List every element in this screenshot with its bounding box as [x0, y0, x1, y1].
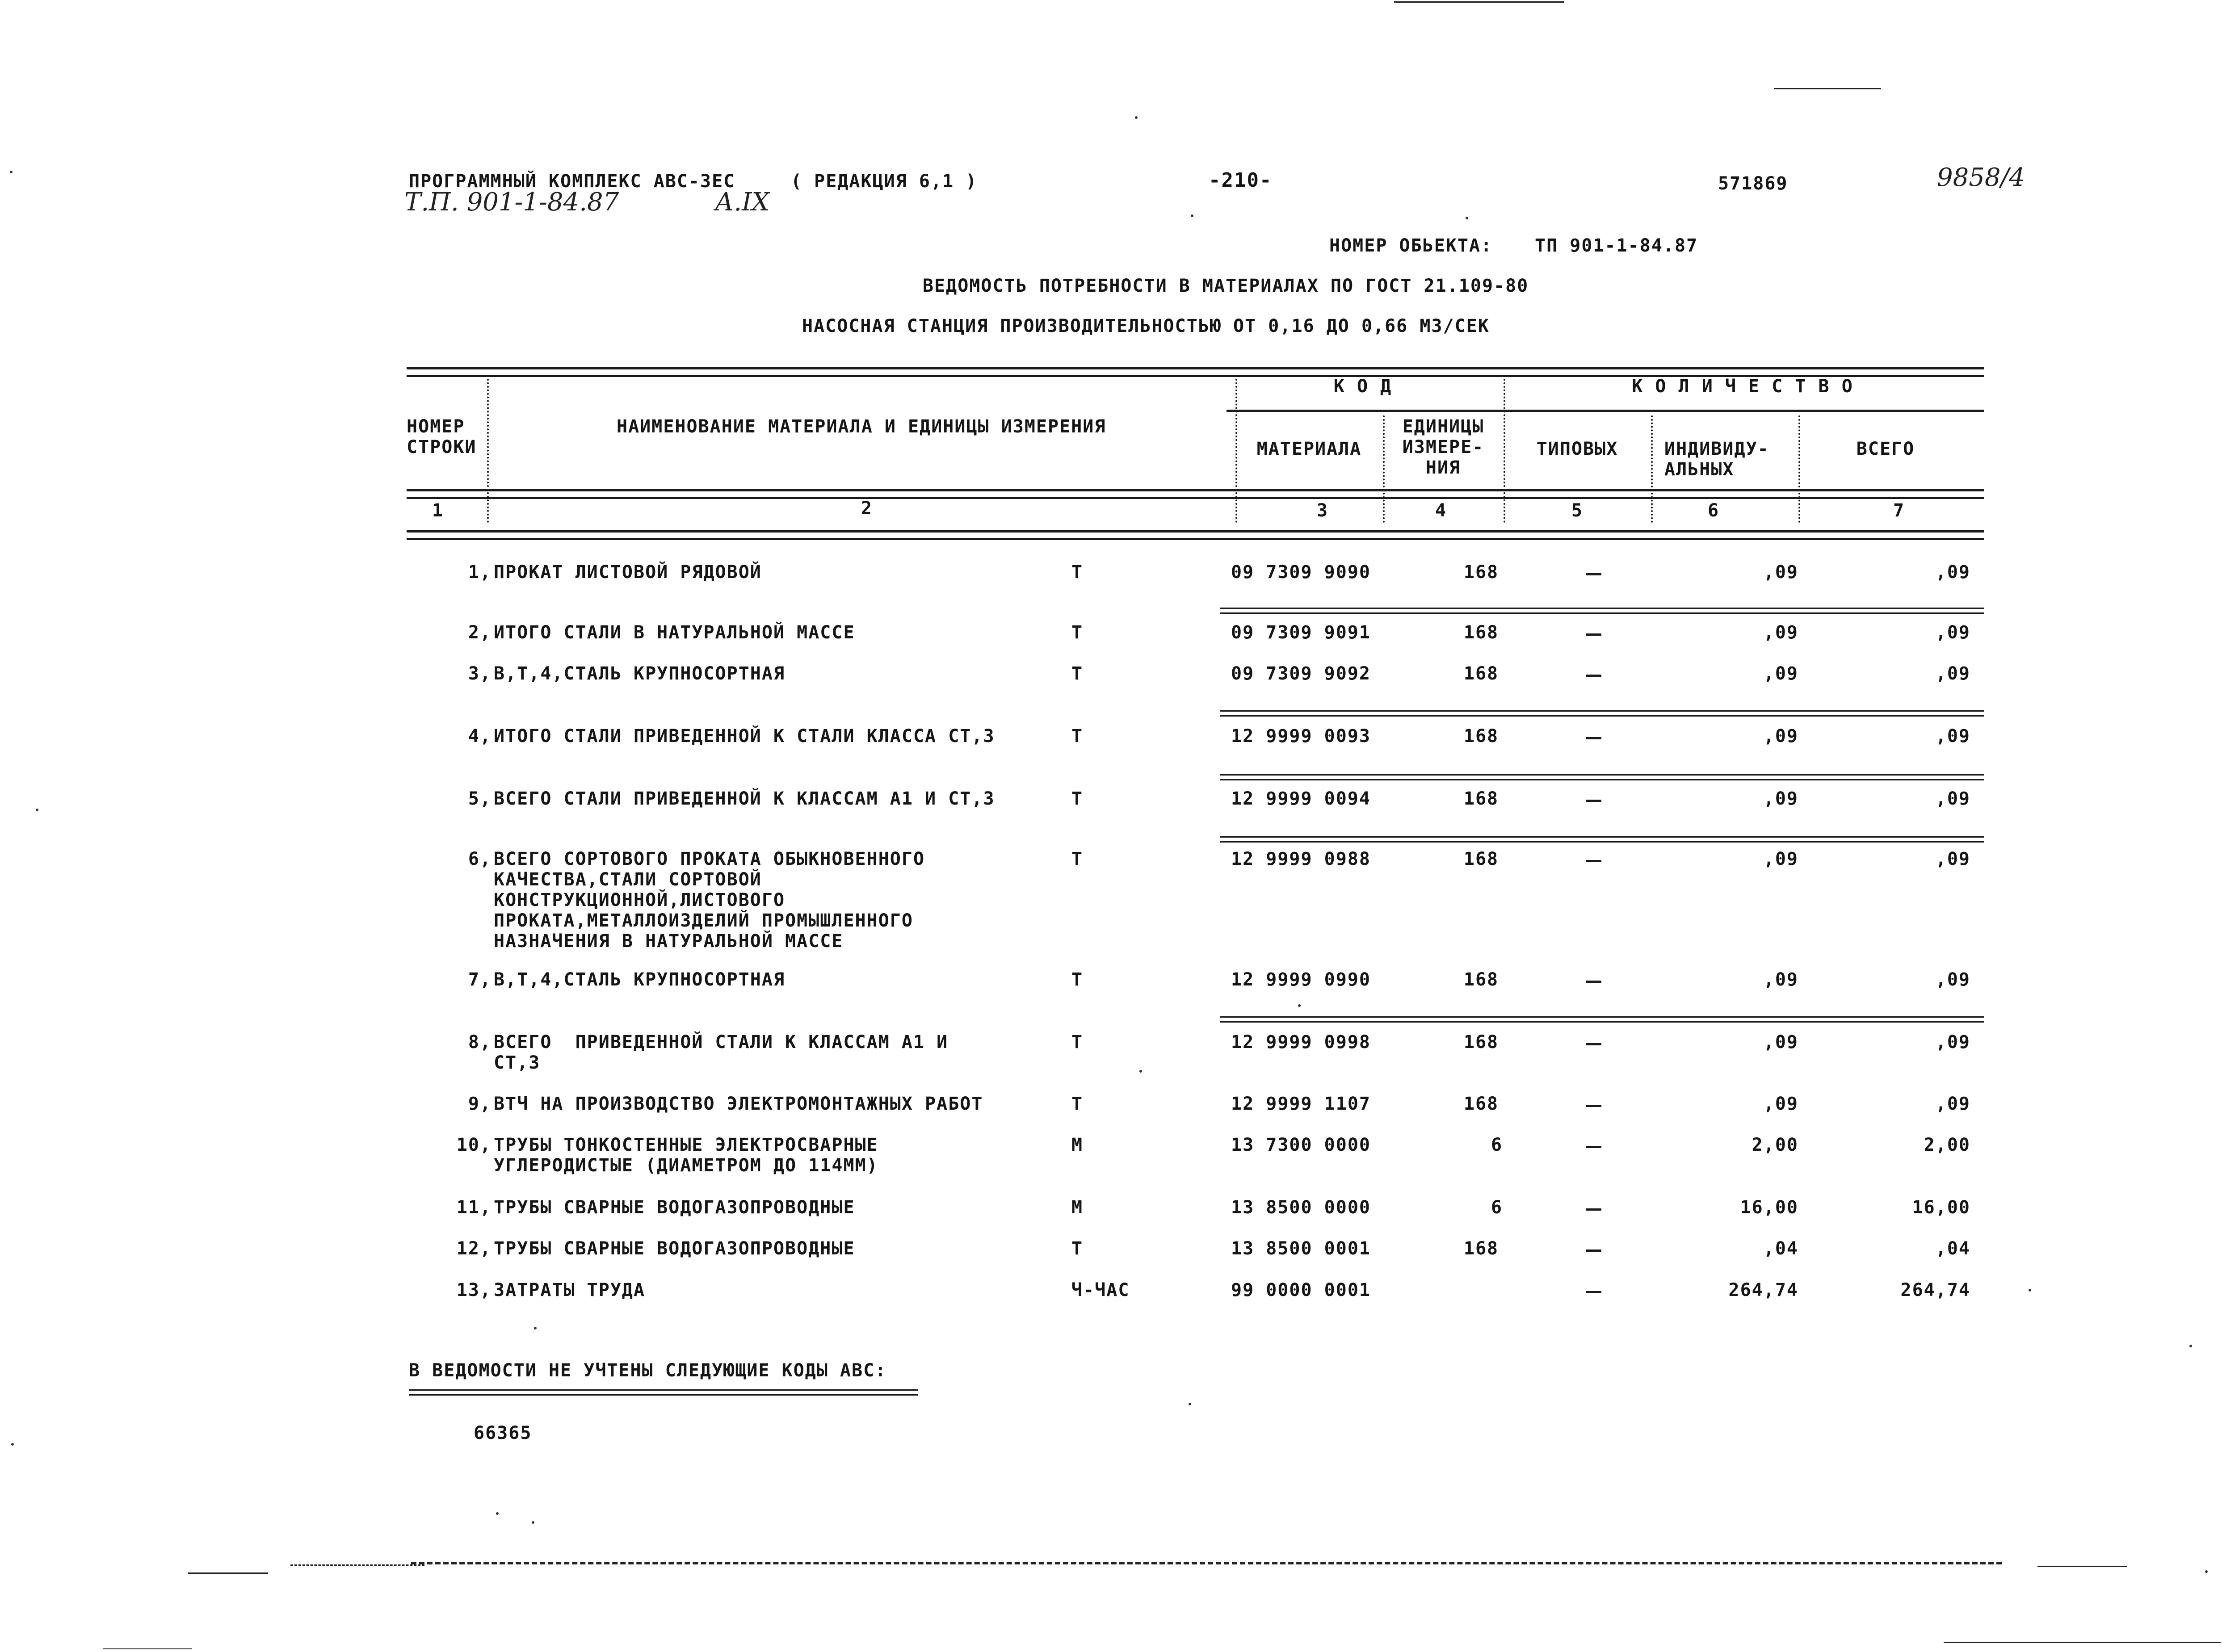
material-name: ВТЧ НА ПРОИЗВОДСТВО ЭЛЕКТРОМОНТАЖНЫХ РАБОТ — [494, 1094, 983, 1114]
individual-qty: ,09 — [1763, 1032, 1798, 1052]
material-name: В,Т,4,СТАЛЬ КРУПНОСОРТНАЯ — [494, 663, 785, 684]
row-number: 5, — [468, 788, 491, 809]
row-number: 6, — [468, 849, 491, 869]
unit-code: 168 — [1463, 788, 1499, 809]
material-name: ПРОКАТ ЛИСТОВОЙ РЯДОВОЙ — [494, 562, 762, 583]
unit-of-measure: Т — [1071, 788, 1084, 809]
row-number: 3, — [468, 663, 491, 684]
material-code: 13 7300 0000 — [1231, 1135, 1371, 1155]
scan-margin-line — [103, 1648, 192, 1649]
scan-margin-line — [1774, 88, 1881, 89]
total-qty: ,04 — [1935, 1238, 1970, 1259]
group-separator — [1220, 774, 1984, 780]
material-name: ЗАТРАТЫ ТРУДА — [494, 1280, 646, 1300]
material-code: 12 9999 1107 — [1231, 1094, 1371, 1114]
material-name: ИТОГО СТАЛИ В НАТУРАЛЬНОЙ МАССЕ — [494, 622, 855, 643]
scan-speck — [532, 1521, 534, 1524]
scan-speck — [2205, 1570, 2208, 1573]
document-code: 571869 — [1718, 173, 1788, 194]
header-code-group: К О Д — [1333, 376, 1392, 397]
group-separator — [1220, 608, 1984, 614]
material-name: ТРУБЫ СВАРНЫЕ ВОДОГАЗОПРОВОДНЫЕ — [494, 1197, 855, 1218]
material-name: ВСЕГО СОРТОВОГО ПРОКАТА ОБЫКНОВЕННОГО КАЧЕСТВА,СТАЛИ СОРТОВОЙ КОНСТРУКЦИОННОЙ,ЛИСТОВОГО ПРОКАТА,МЕТАЛЛОИЗДЕЛИЙ ПРОМЫШЛЕННОГО НАЗНАЧЕНИЯ В НАТУРАЛЬНОЙ МАССЕ — [494, 849, 925, 952]
unit-code: 168 — [1463, 1238, 1499, 1259]
material-code: 12 9999 0990 — [1231, 969, 1371, 990]
row-number: 1, — [468, 562, 491, 583]
unit-code: 6 — [1491, 1135, 1503, 1155]
typical-empty-dash — [1586, 1208, 1601, 1211]
unit-of-measure: Т — [1071, 1238, 1084, 1259]
material-code: 09 7309 9091 — [1231, 622, 1371, 643]
scan-speck — [1189, 1403, 1191, 1405]
individual-qty: ,09 — [1763, 788, 1798, 809]
unit-of-measure: М — [1071, 1135, 1084, 1155]
row-number: 2, — [468, 622, 491, 643]
unit-of-measure: М — [1071, 1197, 1084, 1218]
group-separator — [1220, 836, 1984, 843]
col-number: 6 — [1707, 500, 1720, 521]
unit-of-measure: Т — [1071, 969, 1084, 990]
header-material: МАТЕРИАЛА — [1256, 439, 1362, 459]
typical-empty-dash — [1586, 860, 1601, 862]
unit-of-measure: Ч-ЧАС — [1071, 1280, 1130, 1300]
scan-speck — [2029, 1289, 2031, 1291]
page-number: -210- — [1209, 169, 1273, 192]
row-number: 11, — [456, 1197, 491, 1218]
handwritten-project-ref: Т.П. 901-1-84.87 — [404, 188, 619, 217]
material-name: ТРУБЫ СВАРНЫЕ ВОДОГАЗОПРОВОДНЫЕ — [494, 1238, 855, 1259]
row-number: 13, — [456, 1280, 491, 1300]
total-qty: ,09 — [1935, 562, 1970, 583]
scan-margin-line — [188, 1572, 268, 1574]
unit-of-measure: Т — [1071, 622, 1084, 643]
total-qty: ,09 — [1935, 1094, 1970, 1114]
total-qty: 264,74 — [1900, 1280, 1970, 1300]
document-subtitle: НАСОСНАЯ СТАНЦИЯ ПРОИЗВОДИТЕЛЬНОСТЬЮ ОТ 0,16 ДО 0,66 М3/СЕК — [802, 316, 1490, 336]
unit-of-measure: Т — [1071, 849, 1084, 869]
material-code: 12 9999 0998 — [1231, 1032, 1371, 1052]
header-total: ВСЕГО — [1856, 439, 1915, 459]
col-number-rule — [407, 530, 1984, 540]
footer-abc-code: 66365 — [474, 1423, 532, 1443]
material-code: 09 7309 9090 — [1231, 562, 1371, 583]
total-qty: ,09 — [1935, 969, 1970, 990]
total-qty: ,09 — [1935, 726, 1970, 746]
scan-speck — [2189, 1345, 2192, 1347]
unit-code: 168 — [1463, 622, 1499, 643]
program-header: ПРОГРАММНЫЙ КОМПЛЕКС АВС-3ЕС — [409, 171, 735, 192]
scan-bottom-dashes — [411, 1562, 2002, 1564]
typical-empty-dash — [1586, 1249, 1601, 1252]
table-top-rule — [407, 367, 1984, 377]
material-code: 12 9999 0988 — [1231, 849, 1371, 869]
scan-speck — [1298, 1004, 1301, 1007]
row-number: 12, — [456, 1238, 491, 1259]
scan-margin-line — [2037, 1566, 2127, 1567]
unit-code: 168 — [1463, 1094, 1499, 1114]
unit-code: 168 — [1463, 726, 1499, 746]
typical-empty-dash — [1586, 1105, 1601, 1107]
material-name: ИТОГО СТАЛИ ПРИВЕДЕННОЙ К СТАЛИ КЛАССА СТ,3 — [494, 726, 995, 746]
row-number: 9, — [468, 1094, 491, 1114]
handwritten-corner-number: 9858/4 — [1937, 163, 2025, 192]
header-bottom-rule — [407, 489, 1984, 499]
col-separator — [1798, 415, 1800, 523]
material-name: ВСЕГО ПРИВЕДЕННОЙ СТАЛИ К КЛАССАМ А1 И СТ,3 — [494, 1032, 949, 1073]
scan-speck — [1135, 116, 1138, 119]
scan-speck — [36, 809, 38, 811]
header-qty-group: К О Л И Ч Е С Т В О — [1632, 376, 1853, 397]
footer-note: В ВЕДОМОСТИ НЕ УЧТЕНЫ СЛЕДУЮЩИЕ КОДЫ АВС: — [409, 1360, 887, 1381]
material-code: 12 9999 0094 — [1231, 788, 1371, 809]
unit-of-measure: Т — [1071, 1032, 1084, 1052]
col-number: 1 — [432, 500, 444, 521]
scan-margin-line — [1944, 1642, 2221, 1643]
total-qty: ,09 — [1935, 622, 1970, 643]
material-code: 09 7309 9092 — [1231, 663, 1371, 684]
col-number: 2 — [861, 498, 873, 519]
footer-note-underline — [409, 1389, 918, 1396]
edition-label: ( РЕДАКЦИЯ 6,1 ) — [791, 171, 978, 192]
col-separator — [1383, 415, 1385, 523]
individual-qty: ,04 — [1763, 1238, 1798, 1259]
unit-code: 168 — [1463, 969, 1499, 990]
scan-speck — [1191, 214, 1193, 217]
col-separator — [1235, 375, 1237, 523]
material-code: 13 8500 0001 — [1231, 1238, 1371, 1259]
unit-code: 168 — [1463, 562, 1499, 583]
unit-code: 168 — [1463, 663, 1499, 684]
individual-qty: 2,00 — [1752, 1135, 1798, 1155]
typical-empty-dash — [1586, 675, 1601, 677]
row-number: 10, — [456, 1135, 491, 1155]
scan-speck — [10, 171, 13, 173]
total-qty: ,09 — [1935, 788, 1970, 809]
material-code: 99 0000 0001 — [1231, 1280, 1371, 1300]
material-name: ТРУБЫ ТОНКОСТЕННЫЕ ЭЛЕКТРОСВАРНЫЕ УГЛЕРОДИСТЫЕ (ДИАМЕТРОМ ДО 114ММ) — [494, 1135, 878, 1176]
row-number: 4, — [468, 726, 491, 746]
unit-of-measure: Т — [1071, 562, 1084, 583]
individual-qty: 264,74 — [1728, 1280, 1798, 1300]
typical-empty-dash — [1586, 800, 1601, 802]
individual-qty: ,09 — [1763, 562, 1798, 583]
scan-margin-line — [290, 1564, 424, 1566]
group-header-rule — [1227, 410, 1984, 412]
total-qty: 16,00 — [1912, 1197, 1970, 1218]
individual-qty: ,09 — [1763, 1094, 1798, 1114]
handwritten-sheet: А.IX — [715, 188, 770, 217]
col-separator — [487, 375, 489, 523]
row-number: 7, — [468, 969, 491, 990]
unit-of-measure: Т — [1071, 726, 1084, 746]
typical-empty-dash — [1586, 1146, 1601, 1148]
material-code: 13 8500 0000 — [1231, 1197, 1371, 1218]
col-number: 4 — [1435, 500, 1447, 521]
group-separator — [1220, 1016, 1984, 1023]
typical-empty-dash — [1586, 573, 1601, 575]
material-name: ВСЕГО СТАЛИ ПРИВЕДЕННОЙ К КЛАССАМ А1 И СТ,3 — [494, 788, 995, 809]
object-label: НОМЕР ОБЬЕКТА: — [1329, 235, 1493, 256]
typical-empty-dash — [1586, 981, 1601, 983]
scan-speck — [1139, 1070, 1142, 1073]
scan-speck — [1466, 217, 1468, 219]
header-individual: ИНДИВИДУ- АЛЬНЫХ — [1664, 439, 1769, 480]
total-qty: ,09 — [1935, 849, 1970, 869]
header-typical: ТИПОВЫХ — [1536, 439, 1618, 459]
typical-empty-dash — [1586, 1291, 1601, 1293]
object-value: ТП 901-1-84.87 — [1535, 235, 1698, 256]
header-row-no: НОМЕР СТРОКИ — [407, 416, 477, 457]
individual-qty: ,09 — [1763, 663, 1798, 684]
material-name: В,Т,4,СТАЛЬ КРУПНОСОРТНАЯ — [494, 969, 785, 990]
typical-empty-dash — [1586, 737, 1601, 739]
total-qty: ,09 — [1935, 1032, 1970, 1052]
document-title: ВЕДОМОСТЬ ПОТРЕБНОСТИ В МАТЕРИАЛАХ ПО ГОСТ 21.109-80 — [923, 276, 1529, 296]
scan-speck — [534, 1327, 537, 1329]
unit-of-measure: Т — [1071, 663, 1084, 684]
individual-qty: ,09 — [1763, 622, 1798, 643]
scan-speck — [11, 1443, 14, 1446]
unit-code: 6 — [1491, 1197, 1503, 1218]
individual-qty: 16,00 — [1740, 1197, 1798, 1218]
scan-speck — [496, 1512, 499, 1515]
unit-code: 168 — [1463, 1032, 1499, 1052]
scan-margin-line — [1394, 1, 1564, 3]
individual-qty: ,09 — [1763, 969, 1798, 990]
total-qty: ,09 — [1935, 663, 1970, 684]
row-number: 8, — [468, 1032, 491, 1052]
unit-of-measure: Т — [1071, 1094, 1084, 1114]
col-number: 7 — [1893, 500, 1905, 521]
material-code: 12 9999 0093 — [1231, 726, 1371, 746]
col-number: 3 — [1316, 500, 1329, 521]
header-name: НАИМЕНОВАНИЕ МАТЕРИАЛА И ЕДИНИЦЫ ИЗМЕРЕНИЯ — [617, 416, 1106, 437]
col-number: 5 — [1571, 500, 1584, 521]
individual-qty: ,09 — [1763, 726, 1798, 746]
typical-empty-dash — [1586, 633, 1601, 636]
col-separator — [1651, 415, 1653, 523]
group-separator — [1220, 710, 1984, 717]
typical-empty-dash — [1586, 1043, 1601, 1045]
col-separator — [1504, 375, 1505, 523]
individual-qty: ,09 — [1763, 849, 1798, 869]
unit-code: 168 — [1463, 849, 1499, 869]
total-qty: 2,00 — [1924, 1135, 1970, 1155]
header-unit: ЕДИНИЦЫ ИЗМЕРЕ- НИЯ — [1402, 416, 1484, 478]
